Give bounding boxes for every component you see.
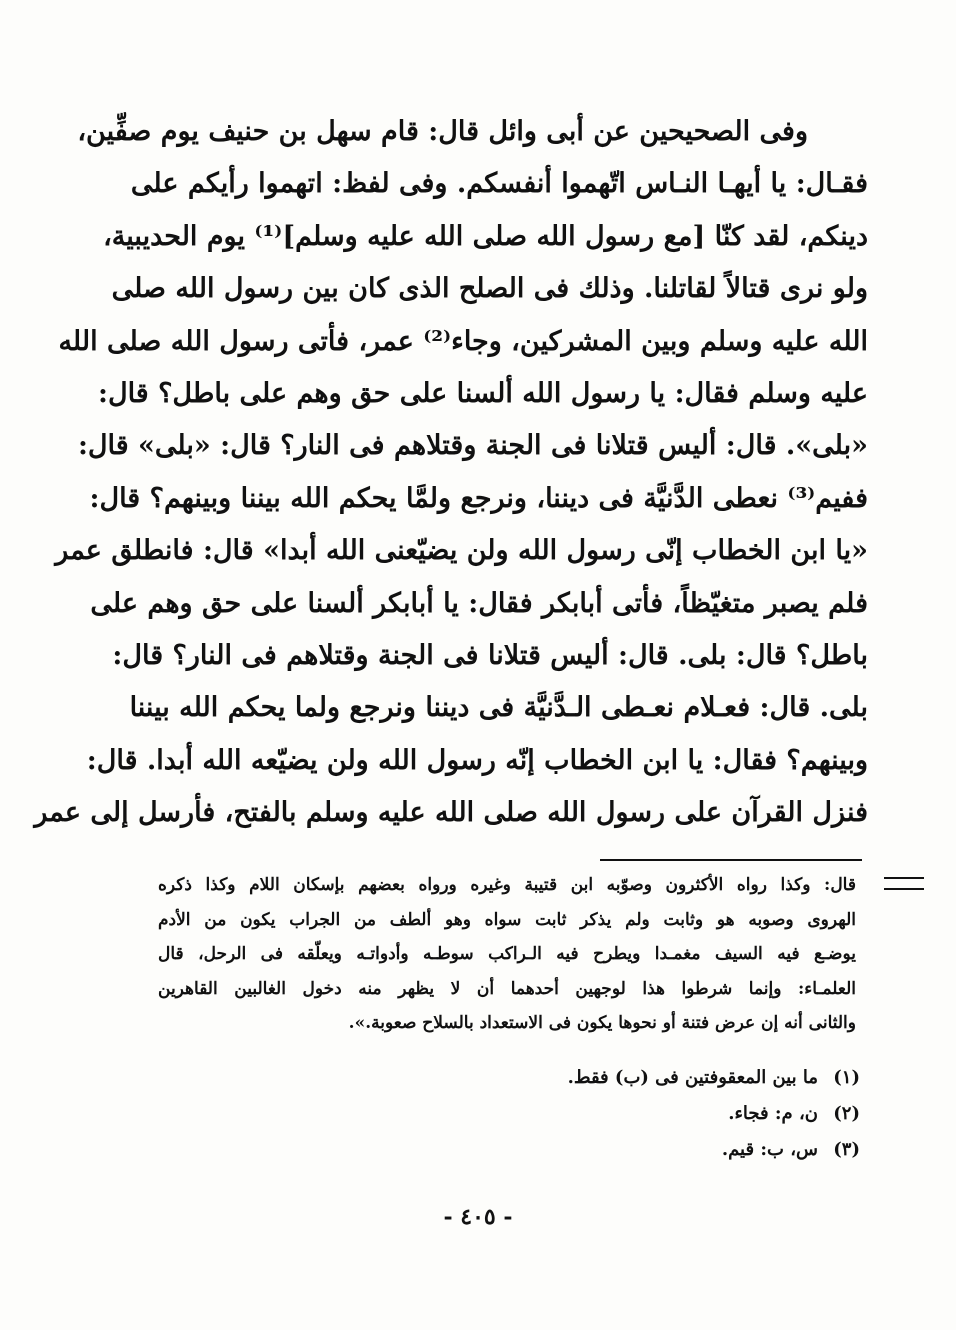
footnote-text: ن، م: فجاء. [728, 1103, 818, 1124]
footnote-text: س، ب: قيم. [721, 1139, 818, 1160]
main-text-line: وبينهم؟ فقال: يا ابن الخطاب إنّه رسول الله ولن يضيّعه الله أبدا. قال: [86, 744, 868, 776]
footnote-continuation [158, 868, 856, 1041]
main-text-line: ففيم⁽³⁾ نعطى الدَّنيَّة فى ديننا، ونرجع ولمَّا يحكم الله بيننا وبينهم؟ قال: [89, 482, 868, 514]
main-text-line: الله عليه وسلم وبين المشركين، وجاء⁽²⁾ عمر، فأتى رسول الله صلى الله [58, 325, 868, 357]
page-number: - ٤٠٥ - [443, 1204, 513, 1230]
footnote-line: العلمـاء: وإنما شرطوا هذا لوجهين أحدهما أن لا يظهر منه دخول الغالبين القاهرين [158, 978, 856, 999]
footnote-item [300, 1132, 860, 1168]
footnote-line: قال: وكذا رواه الأكثرون وصوّبه ابن قتيبة وغيره ورواه بعضهم بإسكان اللام وكذا ذكره [158, 875, 856, 895]
main-text-line: فقـال: يا أيهـا النـاس اتّهموا أنفسكم. وفى لفظ: اتهموا رأيكم على [130, 168, 868, 200]
footnote-item [300, 1060, 860, 1096]
main-text-line: فلم يصبر متغيّظاً، فأتى أبابكر فقال: يا أبابكر ألسنا على حق وهم على [90, 587, 868, 619]
main-text-line: وفى الصحيحين عن أبى وائل قال: قام سهل بن حنيف يوم صفِّين، [77, 116, 808, 147]
main-text-line: باطل؟ قال: بلى. قال: أليس قتلانا فى الجنة وقتلاهم فى النار؟ قال: [112, 639, 868, 671]
footnote-separator [600, 859, 862, 861]
footnote-line: والثانى أنه إن عرض فتنة أو نحوها يكون فى الاستعداد بالسلاح صعوبة.». [348, 1013, 856, 1034]
footnote-number: (١) [833, 1067, 860, 1088]
footnote-line: الهروى وصوبه هو وثابت ولم يذكر ثابت سواه وهو ألطف من الجراب يكون من الأدم [158, 909, 856, 930]
main-text-line: دينكم، لقد كنّا [مع رسول الله صلى الله عليه وسلم]⁽¹⁾ يوم الحديبية، [103, 220, 868, 252]
footnote-text: ما بين المعقوفتين فى (ب) فقط. [567, 1067, 818, 1088]
main-text-line: ولو نرى قتالاً لقاتلنا. وذلك فى الصلح الذى كان بين رسول الله صلى [111, 273, 868, 305]
footnote-number: (٢) [833, 1103, 860, 1124]
main-text-line: عليه وسلم فقال: يا رسول الله ألسنا على حق وهم على باطل؟ قال: [97, 377, 868, 409]
main-text [34, 106, 868, 839]
main-text-line: بلى. قال: فعـلام نعـطى الـدَّنيَّة فى ديننا ونرجع ولما يحكم الله بيننا [129, 692, 868, 724]
footnote-line: يوضـع فيه السيف مغمـدا ويطرح فيه الـراكب سوطـه وأدواتـه ويعلّقه فى الرحل، قال [158, 944, 856, 965]
footnote-number: (٣) [833, 1139, 860, 1160]
main-text-line: «بلى». قال: أليس قتلانا فى الجنة وقتلاهم فى النار؟ قال: «بلى» قال: [77, 430, 868, 462]
main-text-line: «يا ابن الخطاب إنّى رسول الله ولن يضيّعنى الله أبدا» قال: فانطلق عمر [55, 535, 868, 567]
footnote-list [300, 1060, 860, 1168]
footnote-item [300, 1096, 860, 1132]
main-text-line: فنزل القرآن على رسول الله صلى الله عليه وسلم بالفتح، فأرسل إلى عمر [34, 797, 868, 829]
footnote-continuation-marker [884, 877, 924, 890]
